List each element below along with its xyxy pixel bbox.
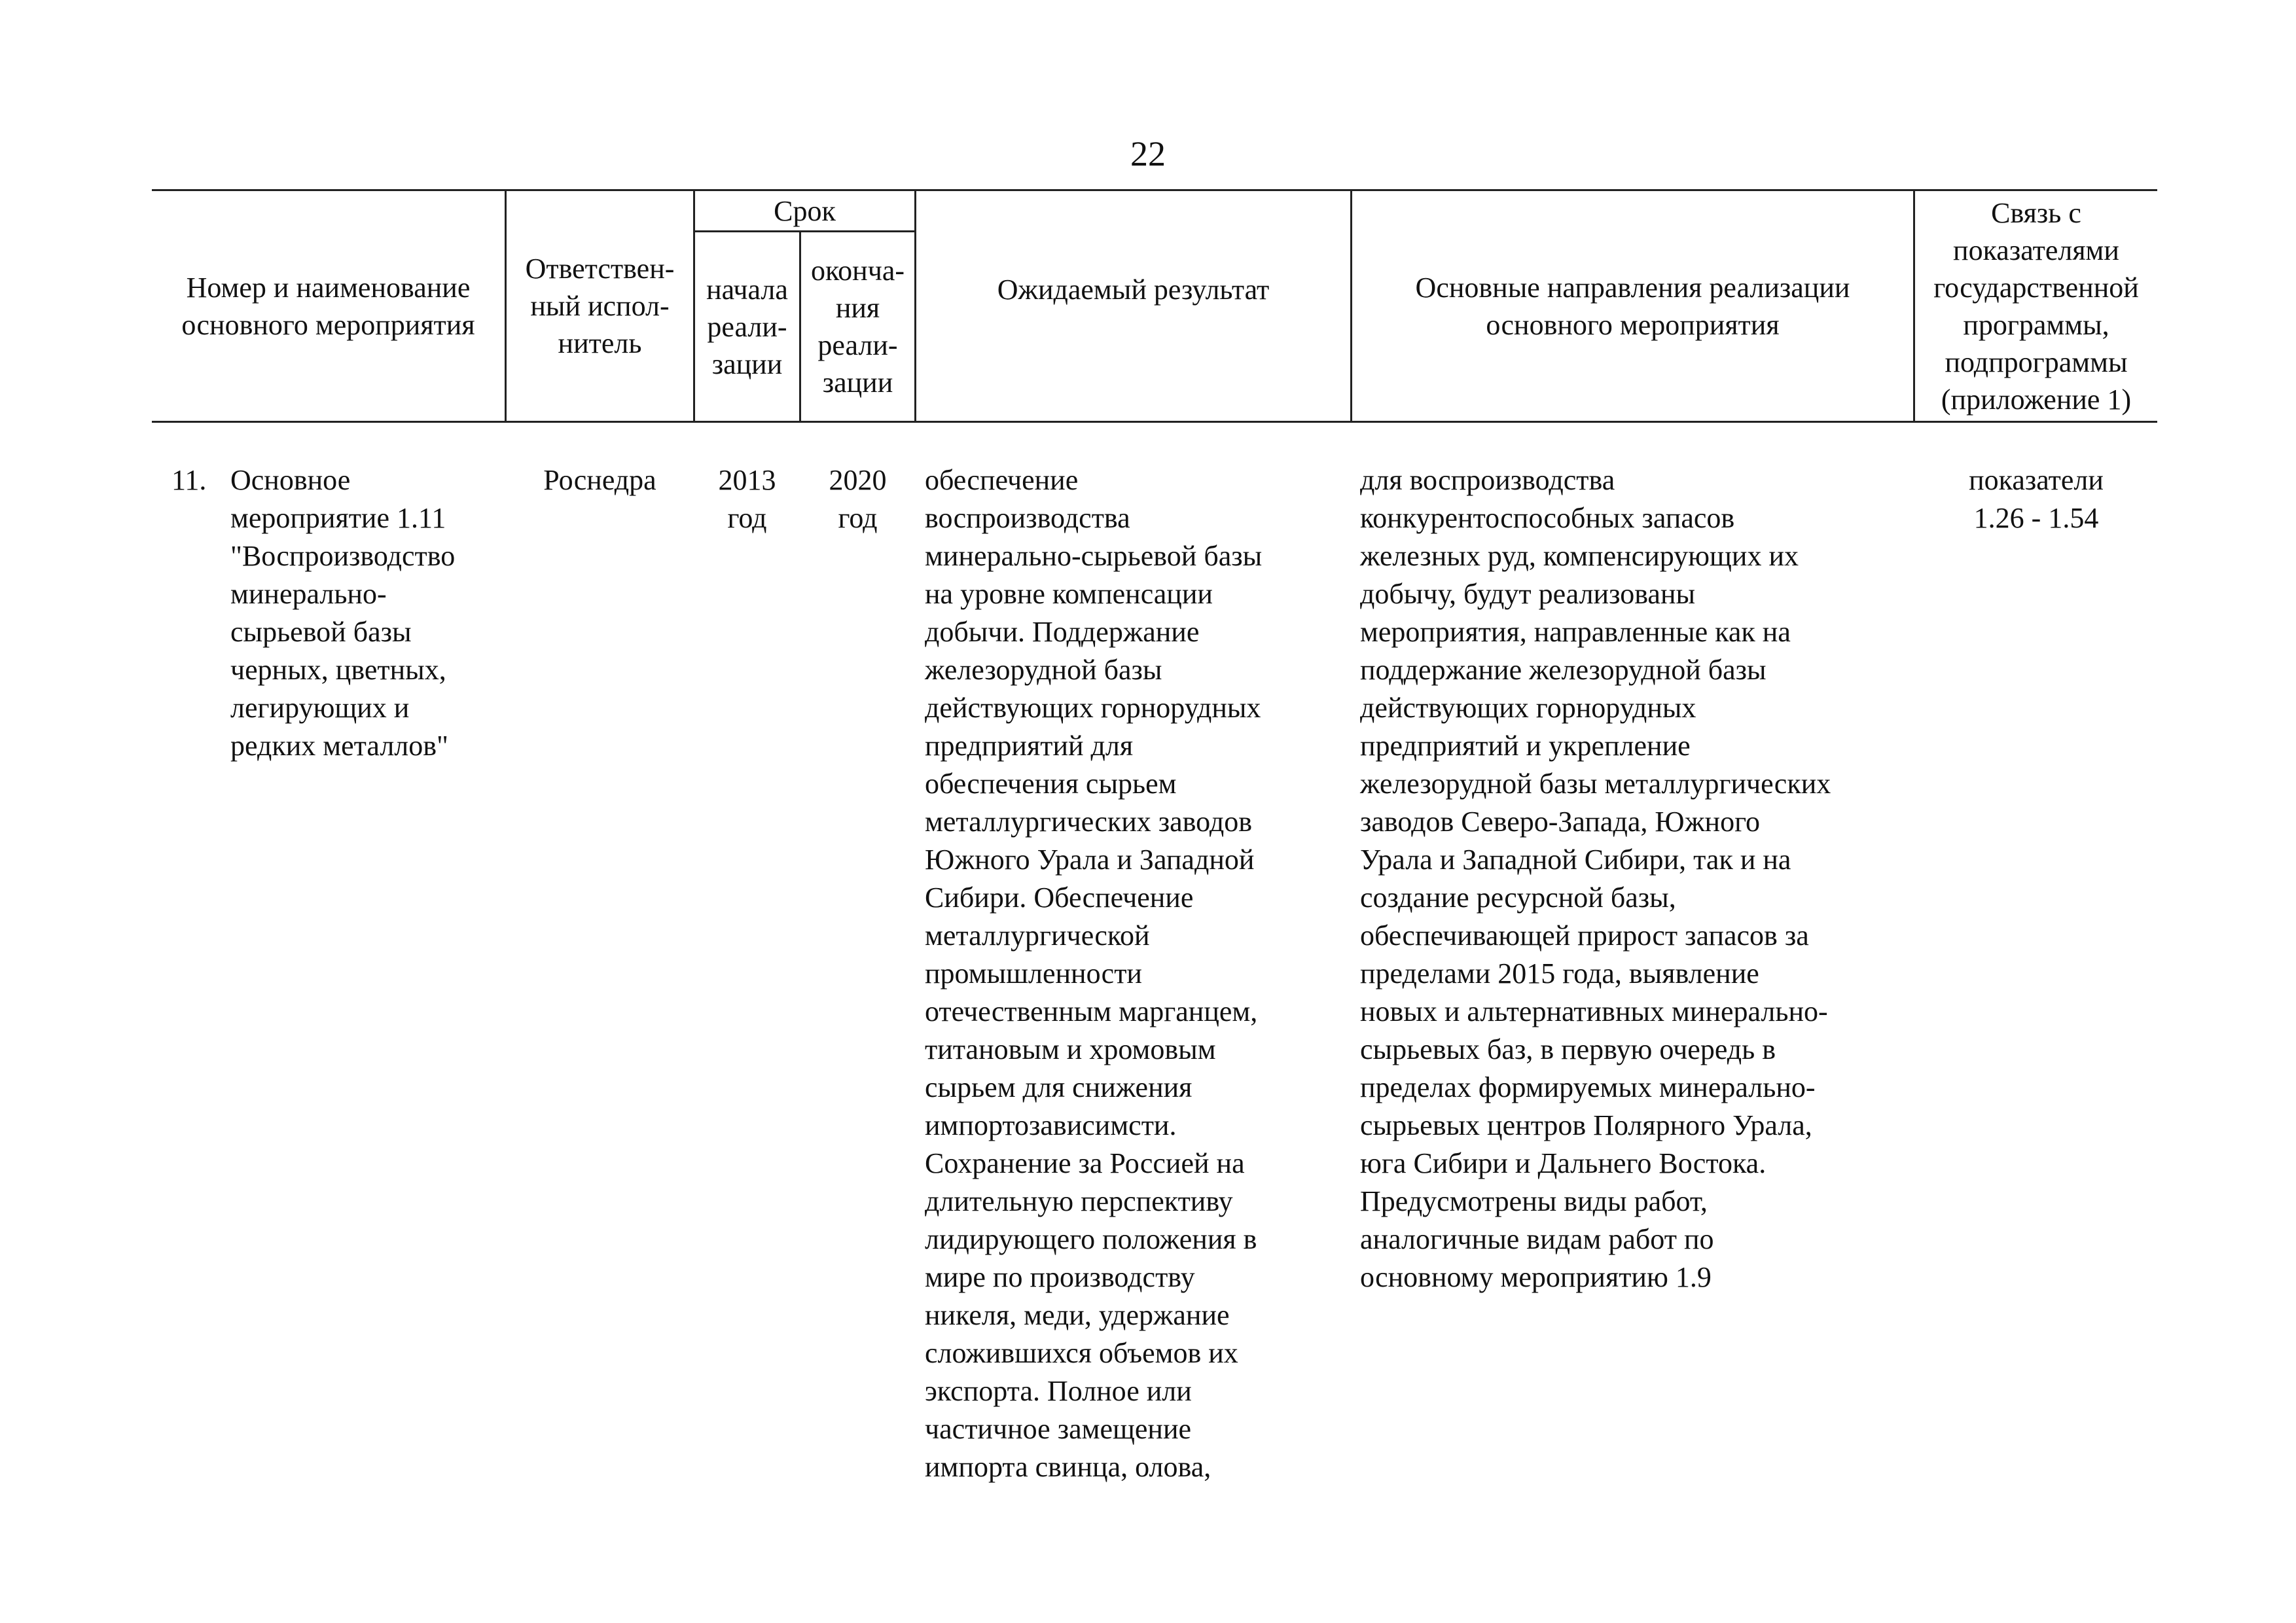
row-link: показатели 1.26 - 1.54 bbox=[1969, 464, 2104, 534]
header-result: Ожидаемый результат bbox=[997, 273, 1270, 306]
table-header-bottom-rule bbox=[152, 421, 2157, 423]
row-responsible: Роснедра bbox=[543, 464, 656, 496]
header-start: начала реали- зации bbox=[706, 273, 788, 380]
header-responsible: Ответствен- ный испол- нитель bbox=[525, 253, 675, 359]
row-name: Основное мероприятие 1.11 "Воспроизводство минерально- сырьевой базы черных, цветных, легирующих и редких металлов" bbox=[230, 464, 456, 762]
header-name: Номер и наименование основного мероприятия bbox=[181, 271, 475, 341]
page-number: 22 bbox=[1130, 134, 1166, 173]
header-link: Связь с показателями государственной программы, подпрограммы (приложение 1) bbox=[1933, 196, 2139, 416]
row-directions: для воспроизводства конкурентоспособных запасов железных руд, компенсирующих их добычу, будут реализованы мероприятия, направленные как на поддержание железорудной базы действующих горнорудных предприятий и укрепление железорудной базы металлургических заводов Северо-Запада, Южного Урала и Западной Сибири, так и на создание ресурсной базы, обеспечивающей прирост запасов за пределами 2015 года, выявление новых и альтернативных минерально- сырьевых баз, в первую очередь в пределах формируемых минерально- сырьевых центров Полярного Урала, юга Сибири и Дальнего Востока. Предусмотрены виды работ, аналогичные видам работ по основному мероприятию 1.9 bbox=[1360, 464, 1831, 1293]
row-number: 11. bbox=[171, 464, 207, 496]
header-end: оконча- ния реали- зации bbox=[811, 255, 905, 399]
row-result: обеспечение воспроизводства минерально-сырьевой базы на уровне компенсации добычи. Поддержание железорудной базы действующих горнорудных предприятий для обеспечения сырьем металлургических заводов Южного Урала и Западной Сибири. Обеспечение металлургической промышленности отечественным марганцем, титановым и хромовым сырьем для снижения импортозависимсти. Сохранение за Россией на длительную перспективу лидирующего положения в мире по производству никеля, меди, удержание сложившихся объемов их экспорта. Полное или частичное замещение импорта свинца, олова, bbox=[925, 464, 1263, 1483]
header-term: Срок bbox=[774, 194, 836, 227]
header-directions: Основные направления реализации основного мероприятия bbox=[1415, 271, 1850, 341]
row-end: 2020 год bbox=[829, 464, 887, 534]
row-start: 2013 год bbox=[718, 464, 776, 534]
